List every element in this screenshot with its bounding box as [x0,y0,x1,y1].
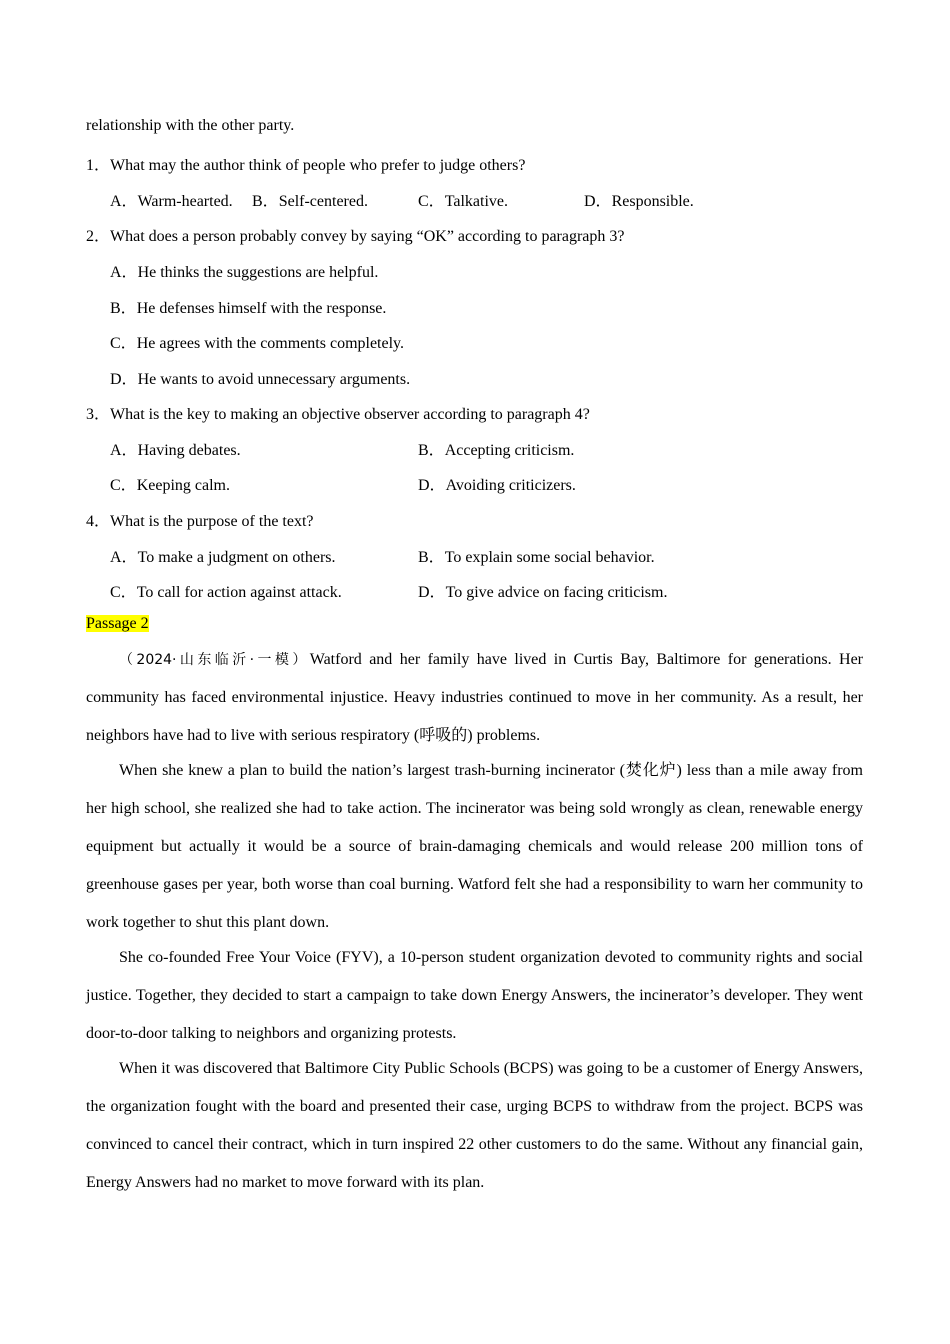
question-4 [86,508,314,531]
option-label: A． [110,193,138,210]
question-number: 1． [86,157,111,174]
question-text: What may the author think of people who prefer to judge others? [110,157,526,174]
question-number: 2． [86,228,111,245]
option-label: A． [110,264,138,281]
option-label: B． [418,442,445,459]
option-2a [110,259,378,282]
passage-heading [86,615,149,633]
option-2d [110,366,410,389]
option-1a [110,188,233,211]
question-number: 3． [86,406,111,423]
option-3d [418,472,576,495]
option-text: Self-centered. [278,193,368,210]
option-label: A． [110,549,138,566]
option-3b [418,437,574,460]
option-text: Accepting criticism. [444,442,575,459]
option-label: C． [110,335,137,352]
option-text: Responsible. [611,193,694,210]
option-label: D． [418,477,446,494]
passage-paragraph-3: She co-founded Free Your Voice (FYV), a 10-person student organization devoted to community rights and social justice. Together, they decided to start a campaign to take down Energy Answers, the incinerator’s developer. They went door-to-door talking to neighbors and organizing protests. [86,949,863,1042]
passage-source: （2024·山东临沂·一模） [119,652,310,668]
continuation-text: relationship with the other party. [86,117,295,134]
option-label: A． [110,442,138,459]
option-3a [110,437,241,460]
passage-paragraph-4: When it was discovered that Baltimore City Public Schools (BCPS) was going to be a customer of Energy Answers, the organization fought with the board and presented their case, urging BCPS to withdraw from the project. BCPS was convinced to cancel their contract, which in turn inspired 22 other customers to do the same. Without any financial gain, Energy Answers had no market to move forward with its plan. [86,1060,863,1191]
option-label: D． [584,193,612,210]
option-text: He defenses himself with the response. [136,300,387,317]
question-1 [86,152,525,175]
option-text: To call for action against attack. [136,584,342,601]
option-text: To give advice on facing criticism. [445,584,668,601]
option-1c [418,188,508,211]
paragraph-text: Watford and her family have lived in Curtis Bay, Baltimore for generations. Her community has faced environmental injustice. Heavy industries continued to move in her community. As a result, her neighbors have had to live with serious respiratory (呼吸的) problems. [86,651,863,744]
option-text: Warm-hearted. [137,193,233,210]
option-1b [252,188,368,211]
question-2 [86,223,625,246]
option-label: B． [252,193,279,210]
option-4d [418,579,667,602]
option-text: To explain some social behavior. [444,549,655,566]
option-label: C． [110,477,137,494]
option-1d [584,188,694,211]
option-2b [110,295,386,318]
option-text: To make a judgment on others. [137,549,336,566]
option-text: He agrees with the comments completely. [136,335,405,352]
option-label: D． [418,584,446,601]
option-label: D． [110,371,138,388]
question-number: 4． [86,513,111,530]
passage-paragraph-1 [86,641,863,755]
option-label: C． [110,584,137,601]
question-text: What is the purpose of the text? [110,513,314,530]
option-4a [110,544,336,567]
option-text: He wants to avoid unnecessary arguments. [137,371,411,388]
option-label: B． [418,549,445,566]
option-text: Having debates. [137,442,241,459]
option-4b [418,544,655,567]
option-text: He thinks the suggestions are helpful. [137,264,379,281]
passage-heading-highlight: Passage 2 [86,615,149,632]
question-text: What is the key to making an objective observer according to paragraph 4? [110,406,590,423]
passage-paragraph-2: When she knew a plan to build the nation’s largest trash-burning incinerator (焚化炉) less than a mile away from her high school, she realized she had to take action. The incinerator was being sold wrongly as clean, renewable energy equipment but actually it would be a source of brain-damaging chemicals and would release 200 million tons of greenhouse gases per year, both worse than coal burning. Watford felt she had a responsibility to warn her community to work together to shut this plant down. [86,762,863,931]
option-2c [110,330,404,353]
question-3 [86,401,590,424]
option-text: Avoiding criticizers. [445,477,576,494]
option-4c [110,579,342,602]
question-text: What does a person probably convey by saying “OK” according to paragraph 3? [110,228,625,245]
option-text: Keeping calm. [136,477,230,494]
option-label: C． [418,193,445,210]
option-text: Talkative. [444,193,508,210]
option-3c [110,472,230,495]
option-label: B． [110,300,137,317]
